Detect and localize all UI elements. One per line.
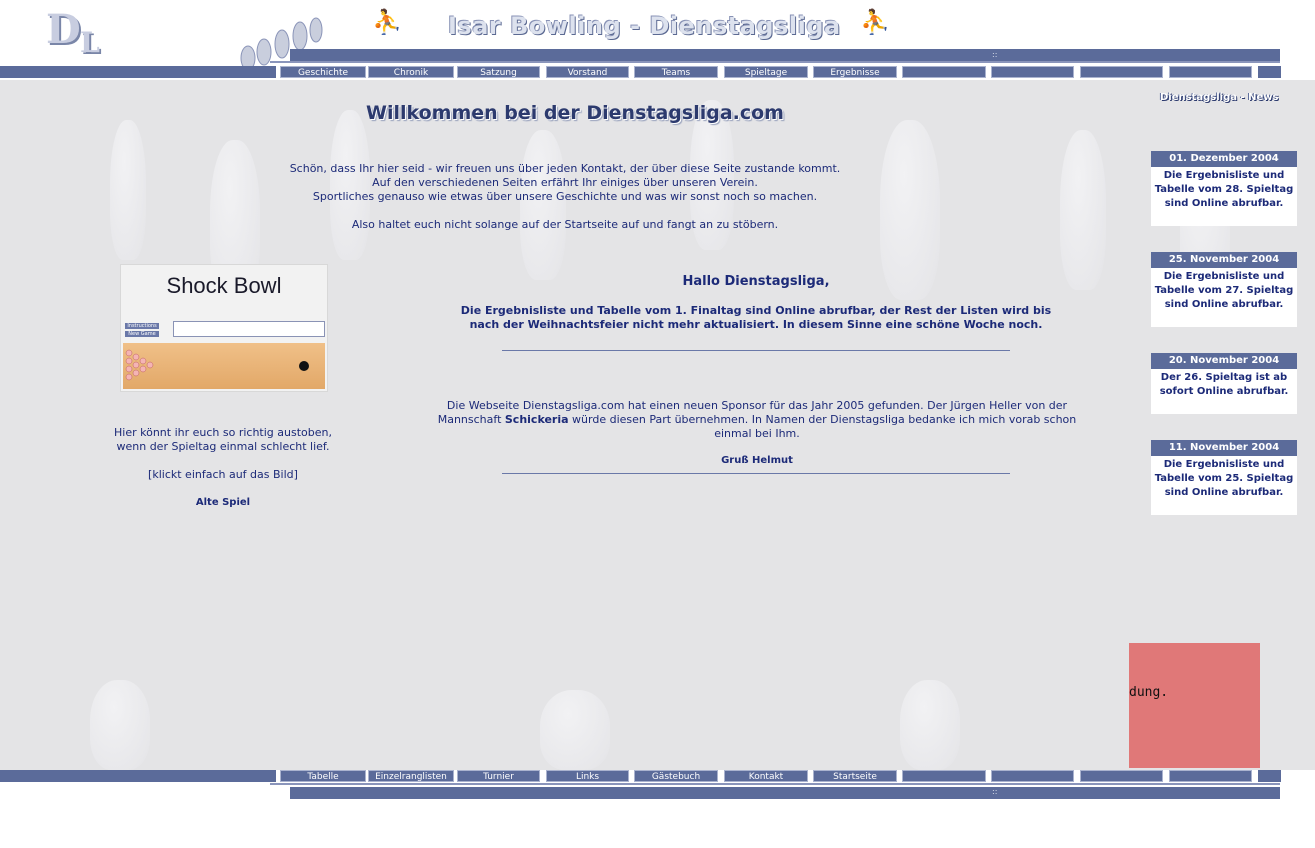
footer-dots: ::	[992, 787, 998, 796]
news-date: 25. November 2004	[1151, 252, 1297, 268]
game-caption-line: wenn der Spieltag einmal schlecht lief.	[116, 440, 330, 453]
bg-pin	[540, 690, 610, 770]
sponsor-text-pre: Die Webseite Dienstagsliga.com hat einen neuen Sponsor für das Jahr 2005 gefunden. Der Jürgen Heller von der Mannschaft	[437, 399, 1068, 426]
signature: Gruß Helmut	[721, 455, 793, 466]
news-text[interactable]: Die Ergebnisliste und Tabelle vom 27. Spieltag sind Online abrufbar.	[1151, 268, 1297, 327]
news-text[interactable]: Die Ergebnisliste und Tabelle vom 28. Spieltag sind Online abrufbar.	[1151, 167, 1297, 226]
news-card	[1151, 252, 1297, 327]
header-left-band	[0, 66, 276, 78]
news-card	[1151, 440, 1297, 515]
nav-teams[interactable]: Teams	[634, 66, 718, 78]
nav-gaestebuch[interactable]: Gästebuch	[634, 770, 718, 782]
sponsor-news-text	[432, 399, 1082, 441]
news-date: 11. November 2004	[1151, 440, 1297, 456]
footer-right-band	[1258, 770, 1281, 782]
nav-empty-footer-1[interactable]	[902, 770, 986, 782]
nav-ergebnisse[interactable]: Ergebnisse	[813, 66, 897, 78]
shock-bowl-game-image[interactable]	[120, 264, 328, 392]
news-text[interactable]: Der 26. Spieltag ist ab sofort Online abrufbar.	[1151, 369, 1297, 414]
nav-chronik[interactable]: Chronik	[368, 66, 454, 78]
footer-band-line	[270, 783, 1280, 785]
header-dots: ::	[992, 50, 998, 59]
bg-pin	[1060, 130, 1106, 290]
nav-tabelle[interactable]: Tabelle	[280, 770, 366, 782]
news-sidebar-title: Dienstagsliga - News	[1160, 92, 1279, 103]
game-instructions-button: Instructions	[125, 323, 159, 329]
nav-empty-3[interactable]	[1080, 66, 1163, 78]
nav-satzung[interactable]: Satzung	[457, 66, 540, 78]
nav-einzelranglisten[interactable]: Einzelranglisten	[368, 770, 454, 782]
game-ball-icon	[299, 361, 309, 371]
game-title: Shock Bowl	[166, 273, 282, 298]
intro-line: Auf den verschiedenen Seiten erfährt Ihr einiges über unseren Verein.	[372, 176, 758, 189]
intro-line: Schön, dass Ihr hier seid - wir freuen uns über jeden Kontakt, der über diese Seite zustande kommt.	[289, 162, 841, 175]
bg-pin	[110, 120, 146, 260]
sponsor-text-post: würde diesen Part übernehmen. In Namen der Dienstagsliga bedanke ich mich vorab schon einmal bei Ihm.	[568, 413, 1077, 440]
site-title: Isar Bowling - Dienstagsliga	[448, 12, 841, 40]
nav-geschichte[interactable]: Geschichte	[280, 66, 366, 78]
overlay-popup	[1129, 643, 1260, 768]
nav-spieltage[interactable]: Spieltage	[724, 66, 808, 78]
bg-pin	[900, 680, 960, 770]
nav-vorstand[interactable]: Vorstand	[546, 66, 629, 78]
header-band-line	[270, 61, 1280, 63]
sponsor-team-name: Schickeria	[504, 413, 569, 426]
divider	[502, 473, 1010, 474]
page-header	[0, 0, 1315, 80]
welcome-title: Willkommen bei der Dienstagsliga.com	[366, 102, 784, 124]
news-text[interactable]: Die Ergebnisliste und Tabelle vom 25. Spieltag sind Online abrufbar.	[1151, 456, 1297, 515]
alte-spiel-link[interactable]: Alte Spiel	[195, 497, 251, 508]
news-date: 01. Dezember 2004	[1151, 151, 1297, 167]
intro-line: Sportliches genauso wie etwas über unsere Geschichte und was wir sonst noch so machen.	[312, 190, 818, 203]
intro-text	[250, 162, 880, 232]
game-lane	[123, 343, 325, 389]
header-right-band	[1258, 66, 1281, 78]
logo-letter-d: D	[46, 6, 81, 53]
game-link-hint: [klickt einfach auf das Bild]	[148, 468, 298, 481]
bowler-left-icon: ⛹	[372, 8, 402, 36]
intro-line: Also haltet euch nicht solange auf der Startseite auf und fangt an zu stöbern.	[351, 218, 779, 231]
nav-empty-footer-4[interactable]	[1169, 770, 1252, 782]
news-finaltag-text: Die Ergebnisliste und Tabelle vom 1. Finaltag sind Online abrufbar, der Rest der Listen wird bis nach der Weihnachtsfeier nicht mehr aktualisiert. In diesem Sinne eine schöne Woche noch.	[460, 304, 1052, 331]
game-new-game-button: New Game	[125, 331, 159, 337]
logo-letter-l: L	[80, 26, 100, 59]
bowler-right-icon: ⛹	[860, 8, 890, 36]
nav-empty-4[interactable]	[1169, 66, 1252, 78]
nav-turnier[interactable]: Turnier	[457, 770, 540, 782]
game-scoreboard	[173, 321, 325, 337]
nav-empty-footer-3[interactable]	[1080, 770, 1163, 782]
footer-left-band	[0, 770, 276, 782]
nav-empty-2[interactable]	[991, 66, 1074, 78]
divider	[502, 350, 1010, 351]
page-footer	[0, 770, 1315, 848]
game-caption-line: Hier könnt ihr euch so richtig austoben,	[114, 426, 332, 439]
nav-links[interactable]: Links	[546, 770, 629, 782]
overlay-text: dung.	[1129, 685, 1169, 700]
hallo-heading: Hallo Dienstagsliga,	[682, 274, 830, 289]
intro-spacer	[250, 204, 880, 218]
game-pins-icon	[123, 343, 163, 389]
header-band	[290, 49, 1280, 61]
nav-empty-footer-2[interactable]	[991, 770, 1074, 782]
news-date: 20. November 2004	[1151, 353, 1297, 369]
bowling-pins-icon	[228, 14, 328, 72]
footer-band	[290, 787, 1280, 799]
bg-pin	[880, 120, 940, 300]
bg-pin	[90, 680, 150, 770]
nav-empty-1[interactable]	[902, 66, 986, 78]
news-card	[1151, 151, 1297, 226]
nav-kontakt[interactable]: Kontakt	[724, 770, 808, 782]
nav-startseite[interactable]: Startseite	[813, 770, 897, 782]
game-caption	[100, 426, 346, 454]
news-card	[1151, 353, 1297, 414]
